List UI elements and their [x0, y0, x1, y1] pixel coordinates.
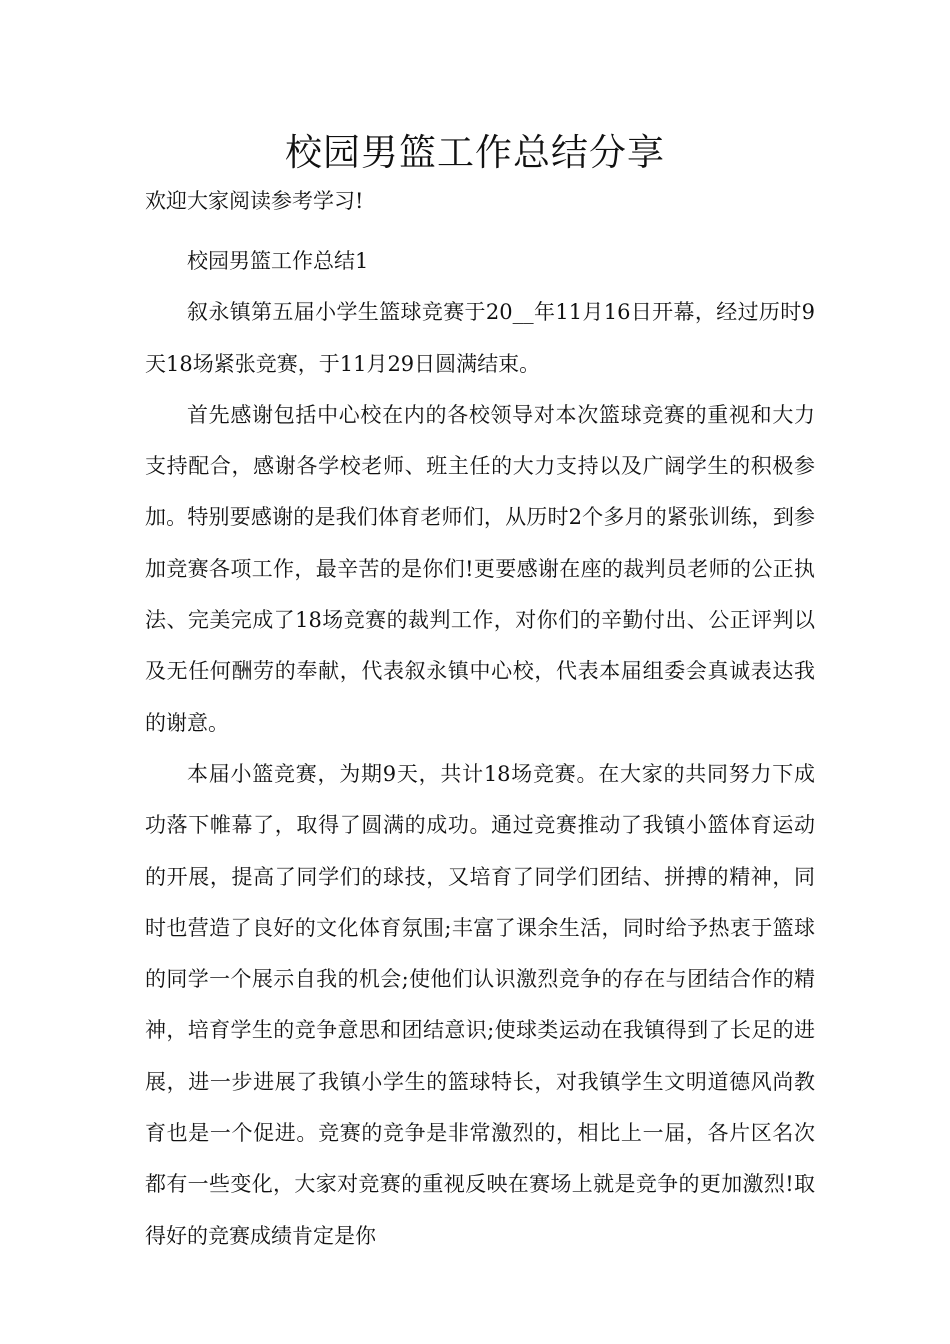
body-paragraph: 本届小篮竞赛，为期9天，共计18场竞赛。在大家的共同努力下成功落下帷幕了，取得了圆满的成功。通过竞赛推动了我镇小篮体育运动的开展，提高了同学们的球技，又培育了同学们团结、拼搏的精神，同时也营造了良好的文化体育氛围;丰富了课余生活，同时给予热衷于篮球的同学一个展示自我的机会;使他们认识激烈竞争的存在与团结合作的精神，培育学生的竞争意思和团结意识;使球类运动在我镇得到了长足的进展，进一步进展了我镇小学生的篮球特长，对我镇学生文明道德风尚教育也是一个促进。竞赛的竞争是非常激烈的，相比上一届，各片区名次都有一些变化，大家对竞赛的重视反映在赛场上就是竞争的更加激烈!取得好的竞赛成绩肯定是你 — [145, 761, 815, 1248]
document-title: 校园男篮工作总结分享 — [285, 131, 665, 174]
body-paragraph: 首先感谢包括中心校在内的各校领导对本次篮球竞赛的重视和大力支持配合，感谢各学校老师、班主任的大力支持以及广阔学生的积极参加。特别要感谢的是我们体育老师们，从历时2个多月的紧张训练，到参加竞赛各项工作，最辛苦的是你们!更要感谢在座的裁判员老师的公正执法、完美完成了18场竞赛的裁判工作，对你们的辛勤付出、公正评判以及无任何酬劳的奉献，代表叙永镇中心校，代表本届组委会真诚表达我的谢意。 — [145, 402, 815, 735]
intro-line: 欢迎大家阅读参考学习! — [145, 189, 364, 213]
body-paragraph: 叙永镇第五届小学生篮球竞赛于20__年11月16日开幕，经过历时9天18场紧张竞赛，于11月29日圆满结束。 — [145, 300, 815, 376]
section-heading: 校园男篮工作总结1 — [187, 249, 369, 273]
document-body — [145, 236, 815, 1262]
